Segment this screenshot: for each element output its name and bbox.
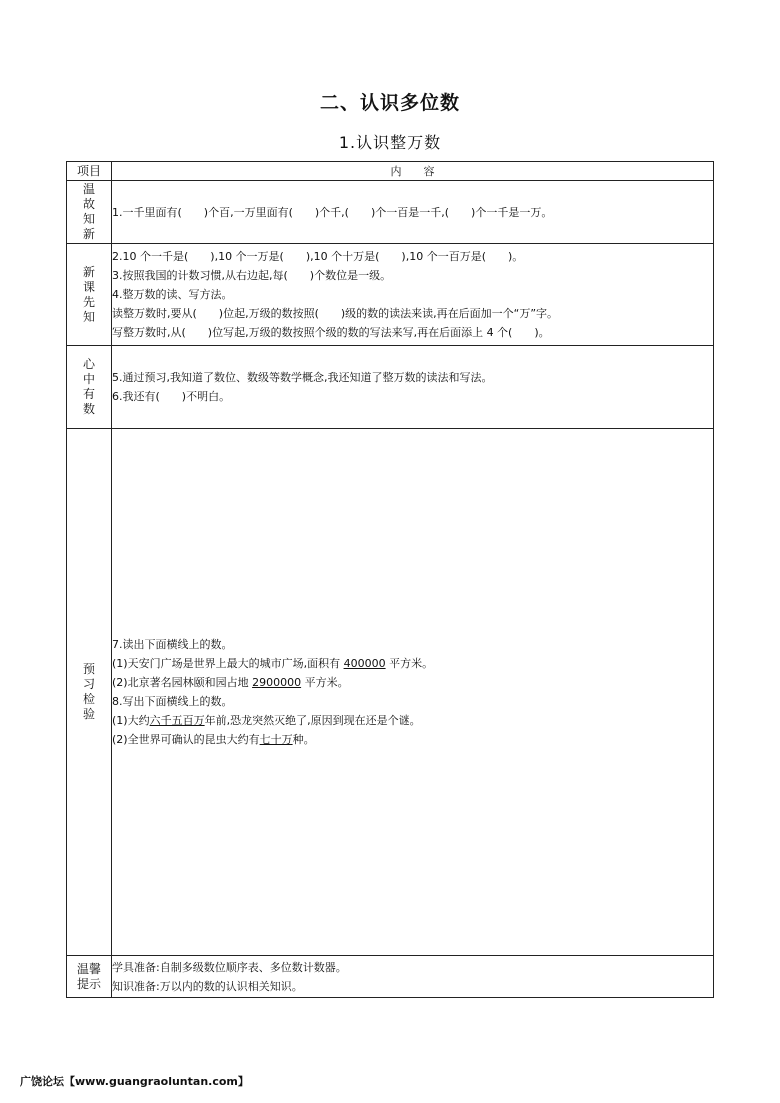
review-line-1: 1.一千里面有( )个百,一万里面有( )个千,( )个一百是一千,( )个一千是一万。 — [112, 205, 553, 219]
new-lesson-line-write: 写整万数时,从( )位写起,万级的数按照个级的数的写法来写,再在后面添上 4 个( )。 — [112, 326, 550, 339]
new-lesson-line-2: 2.10 个一千是( ),10 个一万是( ),10 个十万是( ),10 个一百万是( )。 — [112, 250, 524, 263]
test-line-8-1: (1)大约六千五百万年前,恐龙突然灭绝了,原因到现在还是个谜。 — [112, 714, 421, 727]
section-new-lesson — [67, 244, 714, 346]
page-title: 二、认识多位数 — [319, 92, 460, 114]
header-content: 内 容 — [112, 162, 714, 181]
tips-line-knowledge: 知识准备:万以内的数的认识相关知识。 — [112, 979, 303, 993]
section-label: 温故知新 — [82, 182, 95, 241]
test-line-8-2: (2)全世界可确认的昆虫大约有七十万种。 — [112, 733, 315, 746]
new-lesson-line-4: 4.整万数的读、写方法。 — [112, 288, 233, 301]
test-line-7: 7.读出下面横线上的数。 — [112, 638, 233, 651]
new-lesson-line-3: 3.按照我国的计数习惯,从右边起,每( )个数位是一级。 — [112, 269, 392, 282]
underlined-words: 六千五百万 — [149, 714, 205, 727]
header-item: 项目 — [67, 162, 112, 181]
tips-line-tools: 学具准备:自制多级数位顺序表、多位数计数器。 — [112, 960, 347, 974]
underlined-number: 400000 — [343, 657, 386, 670]
section-label: 新课先知 — [82, 264, 95, 324]
worksheet-table — [66, 161, 714, 998]
self-check-line-6: 6.我还有( )不明白。 — [112, 390, 231, 403]
section-label: 心中有数 — [82, 357, 95, 416]
section-tips — [67, 956, 714, 998]
test-line-7-2: (2)北京著名园林颐和园占地 2900000 平方米。 — [112, 676, 349, 689]
section-label: 温馨提示 — [76, 961, 101, 991]
underlined-number: 2900000 — [252, 676, 302, 689]
table-header-row — [67, 162, 714, 181]
section-self-check — [67, 346, 714, 429]
test-line-8: 8.写出下面横线上的数。 — [112, 695, 233, 708]
site-footer: 广饶论坛【www.guangraoluntan.com】 — [20, 1075, 249, 1088]
underlined-words: 七十万 — [259, 733, 293, 746]
section-preview-test — [67, 429, 714, 956]
section-review — [67, 181, 714, 244]
new-lesson-line-read: 读整万数时,要从( )位起,万级的数按照( )级的数的读法来读,再在后面加一个“万”字。 — [112, 307, 559, 320]
section-label: 预习检验 — [82, 662, 95, 721]
test-line-7-1: (1)天安门广场是世界上最大的城市广场,面积有 400000 平方米。 — [112, 657, 434, 670]
self-check-line-5: 5.通过预习,我知道了数位、数级等数学概念,我还知道了整万数的读法和写法。 — [112, 371, 493, 384]
page-subtitle: 1.认识整万数 — [338, 133, 442, 152]
